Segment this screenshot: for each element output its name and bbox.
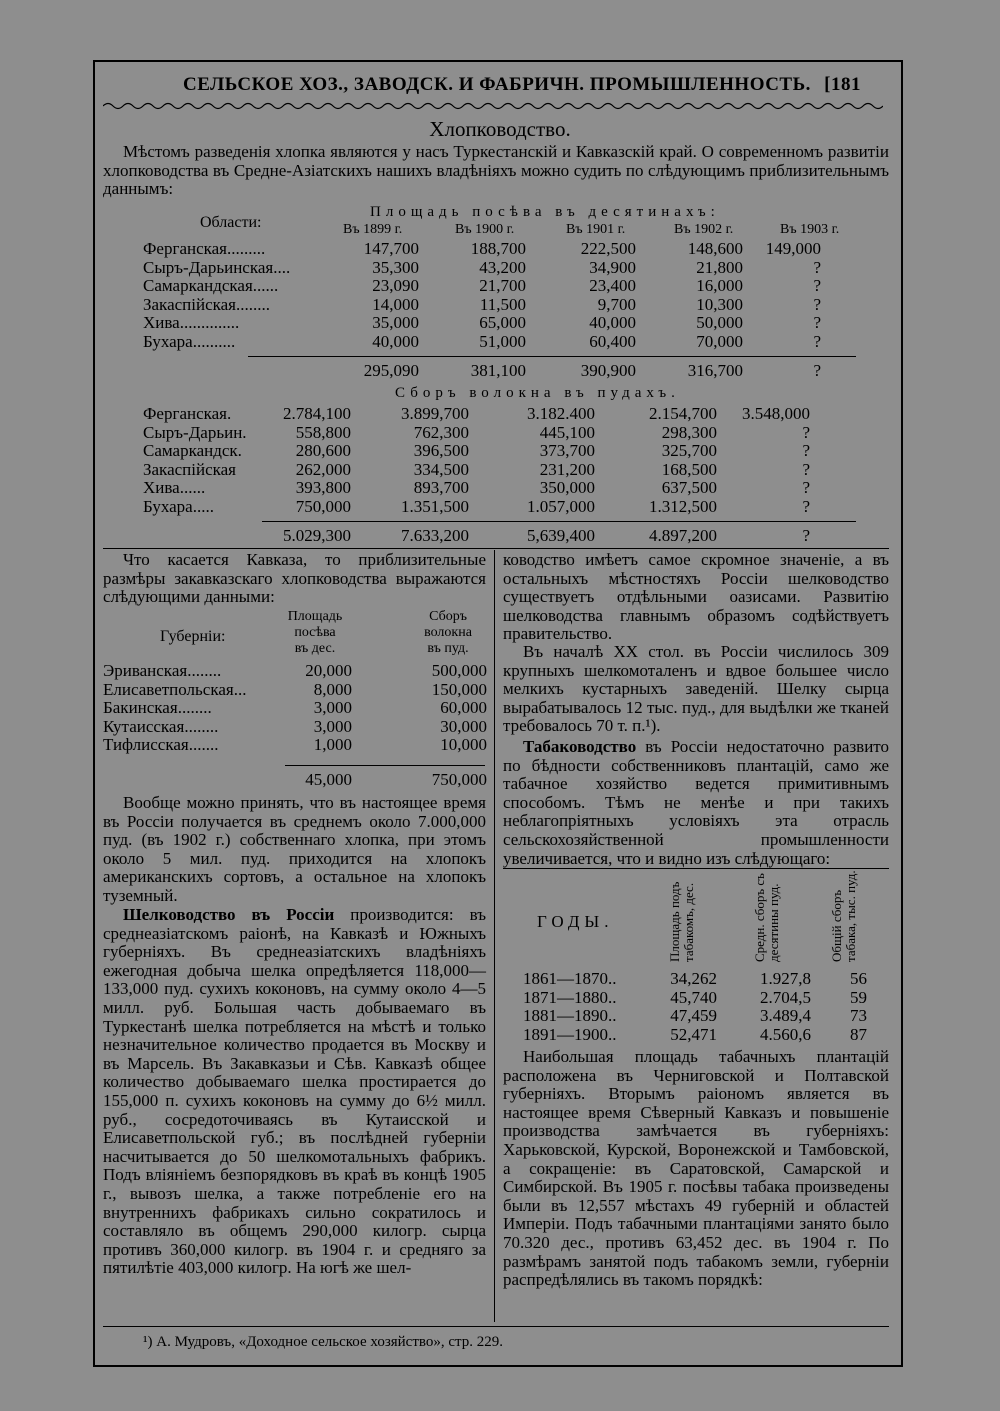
gub-totals-row	[103, 771, 487, 790]
gub-name	[103, 736, 286, 755]
area-cell: 70,000	[696, 331, 743, 351]
gub-row	[103, 736, 487, 755]
fiber-total-1899: 5.029,300	[283, 526, 351, 545]
area-cell: 21,700	[479, 276, 526, 296]
area-cell: 149,000	[765, 239, 821, 258]
area-cell: 23,400	[589, 276, 636, 296]
tob-total-cell: 56	[850, 969, 867, 988]
tob-table-top-rule	[503, 868, 889, 869]
fiber-cell: 350,000	[539, 478, 595, 498]
fiber-cell: 298,300	[661, 422, 717, 442]
fiber-row	[143, 424, 810, 443]
right-para3: Наибольшая площадь табачныхъ плантацій расположена въ Черниговской и Полтавской губерніяхъ. Вторымъ раіономъ является въ настоящее время Сѣверный Кавказъ и повышеніе производства замѣчается въ губерніяхъ: Харьковской, Курской, Воронежской и Тамбовской, а сокращеніе: въ Саратовской, Самарской и Симбирской. Въ 1905 г. посѣвы табака произведены были въ 12,557 мѣстахъ 49 губерній и областей Имперіи. Подъ табачными плантаціями занято было 70.320 дес., противъ 63,452 дес. въ 1904 г. По размѣрамъ занятой подъ табакомъ земли, губерніи распредѣлялись въ такомъ порядкѣ:	[503, 1047, 889, 1290]
gub-yield-header-line3: въ пуд.	[427, 641, 469, 656]
right-para2: Въ началѣ XX стол. въ Россіи числилось 309 крупныхъ шелкомоталенъ и вдвое большее число мелкихъ кустарныхъ заведеній. Шелку сырца вырабатывалось 12 тыс. пуд., для выдѣлки же тканей требовалось 70 т. п.¹).	[503, 642, 889, 736]
header-ornament	[103, 101, 883, 111]
area-total-rule	[248, 356, 856, 357]
tob-area-cell: 52,471	[670, 1024, 717, 1044]
area-totals-row	[143, 362, 821, 381]
area-cell: 10,300	[696, 294, 743, 314]
area-cell: 35,300	[372, 257, 419, 277]
fiber-region-label: Бухара	[143, 496, 193, 516]
caucasus-intro: Что касается Кавказа, то приблизительные размѣры закавказскаго хлопководства выражаются слѣдующими данными:	[103, 550, 486, 607]
fiber-cell: 1.312,500	[649, 496, 717, 516]
leader-dots: ......	[252, 276, 279, 296]
fiber-cell: 750,000	[295, 496, 351, 516]
right-para1: ководство имѣетъ самое скромное значеніе, а въ остальныхъ мѣстностяхъ Россіи шелководство существуетъ отдѣльными оазисами. Развитію шелководства главнымъ образомъ содѣйствуетъ правительство.	[503, 550, 889, 644]
fiber-cell: 2.154,700	[649, 404, 717, 423]
tob-avg-header: Средн. сборъ съ десятины пуд.	[752, 873, 781, 962]
area-cell: 148,600	[687, 239, 743, 258]
silk-title: Шелководство въ Россіи	[123, 905, 335, 924]
tob-row	[523, 1026, 867, 1045]
gub-label: Тифлисская	[103, 735, 189, 755]
region-name	[143, 314, 343, 333]
gub-yield-header-line1: Сборъ	[429, 609, 467, 624]
regions-label: Области:	[200, 214, 262, 231]
gub-name	[103, 699, 286, 718]
fiber-cell: 1.057,000	[527, 496, 595, 516]
region-label: Самаркандская	[143, 276, 253, 296]
gub-total-rule	[285, 765, 485, 766]
tob-total-cell: 59	[850, 987, 867, 1007]
fiber-cell: 762,300	[413, 422, 469, 442]
tob-avg-cell: 4.560,6	[760, 1024, 811, 1044]
fiber-cell: 3.548,000	[742, 404, 810, 423]
fiber-region-label: Сыръ-Дарьин.	[143, 422, 247, 442]
tob-area-cell: 45,740	[670, 987, 717, 1007]
region-name	[143, 277, 343, 296]
fiber-region-name	[143, 498, 259, 517]
leader-dots: ........	[184, 716, 219, 736]
area-cell: 147,700	[363, 239, 419, 258]
gub-total-yield: 750,000	[431, 770, 487, 789]
fiber-total-1903: ?	[802, 526, 810, 545]
gub-area-header	[275, 609, 355, 657]
header-text: СЕЛЬСКОЕ ХОЗ., ЗАВОДСК. И ФАБРИЧН. ПРОМЫШЛЕННОСТЬ.	[183, 74, 811, 95]
area-row	[143, 314, 821, 333]
fiber-region-label: Хива	[143, 478, 180, 498]
leader-dots: ..............	[179, 313, 240, 333]
leader-dots: .....	[192, 496, 214, 516]
gub-yield-cell: 150,000	[431, 679, 487, 699]
tob-avg-cell: 3.489,4	[760, 1006, 811, 1026]
leader-dots: ....	[273, 257, 291, 277]
tob-years-cell: 1891—1900..	[523, 1024, 617, 1044]
region-name	[143, 259, 343, 278]
area-cell: 16,000	[696, 276, 743, 296]
area-cell: ?	[813, 257, 821, 277]
region-label: Ферганская	[143, 239, 228, 258]
fiber-region-name	[143, 479, 259, 498]
fiber-cell: 168,500	[661, 459, 717, 479]
fiber-cell: 445,100	[539, 422, 595, 442]
gub-row	[103, 662, 487, 681]
silk-paragraph	[103, 906, 486, 1278]
gub-area-header-line1: Площадь	[287, 609, 343, 624]
footnote: ¹) А. Мудровъ, «Доходное сельское хозяйство», стр. 229.	[143, 1334, 504, 1350]
left-para1: Вообще можно принять, что въ настоящее время въ Россіи получается въ среднемъ около 7.000,000 пуд. (въ 1902 г.) собственнаго хлопка, при этомъ около 5 мил. пуд. приходится на хлопокъ американскихъ сортовъ, а остальное на хлопокъ туземный.	[103, 793, 486, 905]
area-total-1902: 316,700	[687, 361, 743, 380]
tob-row	[523, 1007, 867, 1026]
fiber-total-1902: 4.897,200	[649, 526, 717, 545]
fiber-region-label: Закаспійская	[143, 459, 236, 479]
gub-area-cell: 3,000	[313, 716, 352, 736]
area-cell: 188,700	[470, 239, 526, 258]
fiber-region-name	[143, 405, 259, 424]
gub-name	[103, 662, 286, 681]
leader-dots: ........	[236, 294, 270, 314]
gub-label: Елисаветпольская	[103, 679, 234, 699]
fiber-row	[143, 442, 810, 461]
fiber-cell: 231,200	[539, 459, 595, 479]
fiber-region-name	[143, 442, 259, 461]
area-row	[143, 240, 821, 259]
year-1902: Въ 1902 г.	[674, 222, 734, 237]
region-label: Бухара	[143, 331, 193, 351]
region-name	[143, 296, 343, 315]
tob-row	[523, 989, 867, 1008]
area-cell: ?	[813, 313, 821, 333]
gub-totals	[103, 771, 487, 790]
leader-dots: ........	[177, 698, 212, 718]
running-header	[183, 74, 861, 96]
area-cell: 21,800	[696, 257, 743, 277]
gub-yield-cell: 60,000	[440, 698, 487, 718]
section-title: Хлопководство.	[429, 117, 571, 141]
tobacco-table	[523, 970, 867, 1044]
gub-total-area: 45,000	[305, 770, 352, 789]
tobacco-title: Табаководство	[523, 737, 637, 756]
fiber-row	[143, 498, 810, 517]
gub-area-cell: 8,000	[313, 679, 352, 699]
fiber-totals-row	[143, 527, 810, 546]
tob-years-cell: 1881—1890..	[523, 1006, 617, 1026]
area-cell: ?	[813, 331, 821, 351]
leader-dots: .........	[227, 239, 266, 258]
tob-years-header: ГОДЫ.	[537, 912, 614, 931]
gub-row	[103, 699, 487, 718]
leader-dots: .......	[188, 735, 219, 755]
area-cell: ?	[813, 276, 821, 296]
fiber-cell: ?	[802, 459, 810, 479]
area-row	[143, 333, 821, 352]
leader-dots: ......	[179, 478, 206, 498]
area-cell: 222,500	[580, 239, 636, 258]
footnote-rule	[103, 1326, 889, 1327]
tob-avg-cell: 1.927,8	[760, 969, 811, 988]
area-row	[143, 259, 821, 278]
leader-dots: .	[237, 441, 242, 461]
fiber-region-label: Ферганская	[143, 404, 228, 423]
area-cell: 40,000	[372, 331, 419, 351]
gub-yield-cell: 30,000	[440, 716, 487, 736]
tob-years-cell: 1861—1870..	[523, 969, 617, 988]
gub-table	[103, 662, 487, 755]
area-cell: 40,000	[589, 313, 636, 333]
leader-dots: .	[227, 404, 232, 423]
area-group-header: Площадь посѣва въ десятинахъ:	[370, 204, 720, 220]
year-1899: Въ 1899 г.	[343, 222, 403, 237]
gub-yield-cell: 500,000	[431, 661, 487, 680]
area-cell: 11,500	[479, 294, 526, 314]
fiber-cell: 2.784,100	[283, 404, 351, 423]
fiber-table	[143, 405, 810, 517]
area-table	[143, 240, 821, 352]
gub-area-cell: 20,000	[305, 661, 352, 680]
fiber-cell: ?	[802, 478, 810, 498]
year-1901: Въ 1901 г.	[566, 222, 626, 237]
fiber-cell: 262,000	[295, 459, 351, 479]
tob-area-cell: 47,459	[670, 1006, 717, 1026]
area-row	[143, 277, 821, 296]
gub-area-cell: 1,000	[313, 735, 352, 755]
tob-area-header: Площадь подъ табакомъ, дес.	[667, 881, 696, 962]
gub-name	[103, 681, 286, 700]
fiber-cell: 334,500	[413, 459, 469, 479]
area-cell: 65,000	[479, 313, 526, 333]
gub-row	[103, 681, 487, 700]
fiber-cell: 558,800	[295, 422, 351, 442]
area-cell: 9,700	[597, 294, 636, 314]
fiber-cell: 637,500	[661, 478, 717, 498]
fiber-total-1900: 7.633,200	[401, 526, 469, 545]
fiber-cell: 3.182.400	[527, 404, 595, 423]
fiber-cell: 373,700	[539, 441, 595, 461]
tob-area-cell: 34,262	[670, 969, 717, 988]
gub-area-cell: 3,000	[313, 698, 352, 718]
page-number: [181	[824, 74, 861, 95]
area-cell: 51,000	[479, 331, 526, 351]
region-label: Закаспійская	[143, 294, 236, 314]
area-cell: 50,000	[696, 313, 743, 333]
gub-area-header-line3: въ дес.	[294, 641, 336, 656]
area-cell: 23,090	[372, 276, 419, 296]
fiber-totals	[143, 527, 810, 546]
area-total-1903: ?	[813, 361, 821, 380]
region-name	[143, 333, 343, 352]
fiber-region-label: Самаркандск	[143, 441, 238, 461]
area-total-1899: 295,090	[363, 361, 419, 380]
leader-dots: ...	[233, 679, 247, 699]
fiber-cell: ?	[802, 496, 810, 516]
fiber-cell: 393,800	[295, 478, 351, 498]
silk-text: производится: въ среднеазіатскомъ раіонѣ, на Кавказѣ и Южныхъ губерніяхъ. Въ среднеазіатскихъ владѣніяхъ ежегодная добыча шелка опредѣляется 118,000—133,000 пуд. сухихъ коконовъ, на сумму около 4—5 милл. руб. Большая часть добываемаго въ Туркестанѣ шелка потребляется на мѣстѣ и только незначительное количество продается въ Москву и въ Марсель. Въ Закавказьи и Сѣв. Кавказѣ общее количество добываемаго шелка простирается до 155,000 п. сухихъ коконовъ на сумму до 6½ милл. руб., сосредоточиваясь въ Кутаисской и Елисаветпольской губ.; въ послѣдней губерніи насчитывается до 50 шелкомотальныхъ фабрикъ. Подъ вліяніемъ безпорядковъ въ краѣ въ концѣ 1905 г., вывозъ шелка, а также потребленіе его на внутреннихъ фабрикахъ сильно сократилось и составляло въ общемъ 290,000 килогр. сырца противъ 360,000 килогр. въ 1904 г. и средняго за пятилѣтіе 403,000 килогр. На югѣ же шел-	[103, 905, 486, 1278]
fiber-total-1901: 5,639,400	[527, 526, 595, 545]
fiber-cell: 893,700	[413, 478, 469, 498]
gub-row	[103, 718, 487, 737]
area-cell: 14,000	[372, 294, 419, 314]
fiber-cell: 3.899,700	[401, 404, 469, 423]
area-cell: 60,400	[589, 331, 636, 351]
area-cell: 34,900	[589, 257, 636, 277]
column-divider	[494, 550, 495, 1322]
fiber-cell: ?	[802, 422, 810, 442]
gub-label: Бакинская	[103, 698, 178, 718]
fiber-row	[143, 479, 810, 498]
tob-total-cell: 73	[850, 1006, 867, 1026]
tob-row	[523, 970, 867, 989]
region-label: Сыръ-Дарьинская	[143, 257, 274, 277]
gub-label: Кутаисская	[103, 716, 185, 736]
gub-yield-cell: 10,000	[440, 735, 487, 755]
tobacco-paragraph	[503, 738, 889, 868]
fiber-row	[143, 405, 810, 424]
area-totals	[143, 362, 821, 381]
fiber-cell: 396,500	[413, 441, 469, 461]
fiber-cell: 280,600	[295, 441, 351, 461]
tob-avg-cell: 2.704,5	[760, 987, 811, 1007]
area-total-1901: 390,900	[580, 361, 636, 380]
gub-yield-header	[408, 609, 488, 657]
area-cell: 35,000	[372, 313, 419, 333]
fiber-region-name	[143, 424, 259, 443]
year-1900: Въ 1900 г.	[455, 222, 515, 237]
gub-label: Эриванская	[103, 661, 188, 680]
tob-total-cell: 87	[850, 1024, 867, 1044]
leader-dots: ..........	[192, 331, 236, 351]
region-label: Хива	[143, 313, 180, 333]
fiber-row	[143, 461, 810, 480]
area-cell: 43,200	[479, 257, 526, 277]
year-1903: Въ 1903 г.	[780, 222, 840, 237]
fiber-cell: 1.351,500	[401, 496, 469, 516]
columns-top-rule	[103, 548, 889, 549]
intro-paragraph: Мѣстомъ разведенія хлопка являются у насъ Туркестанскій и Кавказскій край. О современномъ развитіи хлопководства въ Средне-Азіатскихъ нашихъ владѣніяхъ можно судить по слѣдующимъ приблизительнымъ даннымъ:	[103, 142, 889, 199]
gub-area-header-line2: посѣва	[294, 625, 336, 640]
fiber-group-header: Сборъ волокна въ пудахъ.	[395, 385, 680, 401]
gub-col-header: Губерніи:	[160, 628, 226, 645]
region-name	[143, 240, 343, 259]
fiber-cell: 325,700	[661, 441, 717, 461]
gub-yield-header-line2: волокна	[424, 625, 472, 640]
fiber-region-name	[143, 461, 259, 480]
fiber-cell: ?	[802, 441, 810, 461]
area-cell: ?	[813, 294, 821, 314]
fiber-total-rule	[262, 521, 856, 522]
leader-dots: ........	[187, 661, 222, 680]
tob-years-cell: 1871—1880..	[523, 987, 617, 1007]
tob-total-header: Общій сборъ табака, тыс. пуд.	[829, 870, 858, 962]
area-row	[143, 296, 821, 315]
tobacco-text: въ Россіи недостаточно развито по бѣдности собственниковъ плантацій, само же табачное хозяйство ведется примитивнымъ способомъ. Тѣмъ не менѣе и при такихъ неблагопріятныхъ условіяхъ эта отрасль сельскохозяйственной промышленности увеличивается, что и видно изъ слѣдующаго:	[503, 737, 889, 868]
area-total-1900: 381,100	[470, 361, 526, 380]
gub-name	[103, 718, 286, 737]
